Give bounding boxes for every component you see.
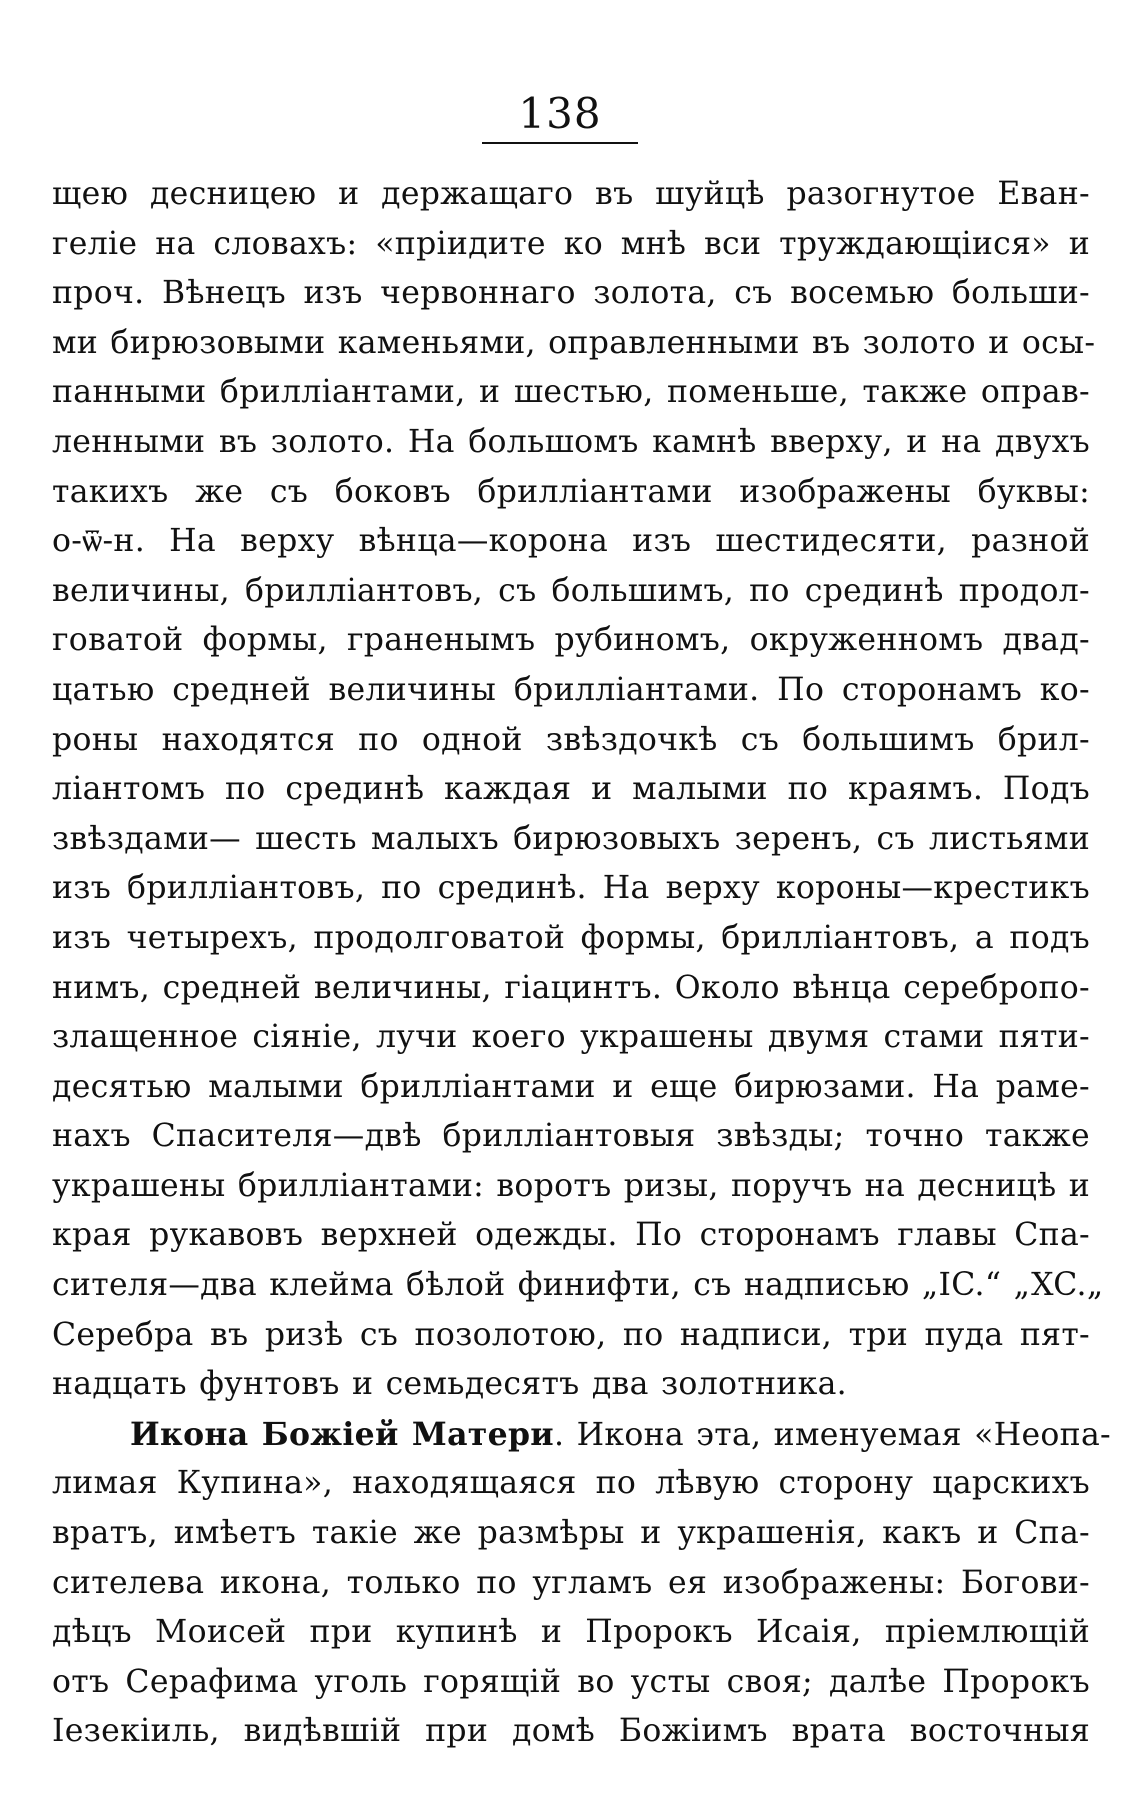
text-line: Серебра въ ризѣ съ позолотою, по надписи, три пуда пят- (52, 1316, 1090, 1353)
text-line: края рукавовъ верхней одежды. По сторонамъ главы Спа- (52, 1217, 1090, 1254)
text-line: лимая Купина», находящаяся по лѣвую сторону царскихъ (52, 1465, 1090, 1502)
text-line: цатью средней величины бриллiантами. По сторонамъ ко- (52, 671, 1090, 708)
text-line: дѣцъ Моисей при купинѣ и Пророкъ Исаія, пріемлющій (52, 1614, 1090, 1651)
text-line: изъ бриллiантовъ, по срединѣ. На верху короны—крестикъ (52, 870, 1090, 907)
text-line: надцать фунтовъ и семьдесятъ два золотника. (52, 1366, 847, 1403)
text-line: лiантомъ по срединѣ каждая и малыми по краямъ. Подъ (52, 771, 1090, 808)
page-number-container (480, 88, 640, 140)
page-number: 138 (518, 89, 602, 138)
page-number-rule (482, 142, 638, 144)
text-line (52, 1410, 1112, 1460)
text-line: ситeлева икона, только по угламъ ея изображены: Богови- (52, 1564, 1090, 1601)
text-line: украшены бриллiантами: воротъ ризы, поручъ на десницѣ и (52, 1167, 1090, 1204)
text-line: Iезекiиль, видѣвшiй при домѣ Божiимъ врата восточныя (52, 1713, 1090, 1750)
paragraph-2 (52, 1410, 1112, 1757)
text-line: отъ Серафима уголь горящій во усты своя; далѣе Пророкъ (52, 1663, 1090, 1700)
text-line: о-ѿ-н. На верху вѣнца—корона изъ шестидесяти, разной (52, 523, 1090, 560)
text-line: геліе на словахъ: «пріидите ко мнѣ вси труждающіися» и (52, 225, 1090, 262)
text-line: сителя—два клейма бѣлой финифти, съ надписью „IC.“ „XC.„ (52, 1267, 1104, 1304)
body-text (52, 170, 1112, 1757)
text-line: роны находятся по одной звѣздочкѣ съ большимъ брил- (52, 721, 1090, 758)
text-line: такихъ же съ боковъ бриллiантами изображены буквы: (52, 473, 1090, 510)
text-line: проч. Вѣнецъ изъ червоннаго золота, съ восемью больши- (52, 275, 1090, 312)
text-line: панными бриллiантами, и шестью, поменьше, также оправ- (52, 374, 1090, 411)
section-heading: Икона Божіей Матери (130, 1415, 554, 1453)
text-line: ленными въ золото. На большомъ камнѣ вверху, и на двухъ (52, 423, 1090, 460)
text-line: вратъ, имѣетъ такіе же размѣры и украшенія, какъ и Спа- (52, 1515, 1090, 1552)
text-line: десятью малыми бриллiантами и еще бирюзами. На раме- (52, 1068, 1090, 1105)
text-line: нимъ, средней величины, гіацинтъ. Около вѣнца серебропо- (52, 969, 1090, 1006)
text-line: нахъ Спасителя—двѣ бриллiантовыя звѣзды; точно также (52, 1118, 1090, 1155)
text-line: величины, бриллiантовъ, съ большимъ, по срединѣ продол- (52, 572, 1090, 609)
text-line: ми бирюзовыми каменьями, оправленными въ золото и осы- (52, 324, 1096, 361)
paragraph-1 (52, 170, 1104, 1410)
heading-line-rest: . Икона эта, именуемая «Неопа- (553, 1416, 1112, 1453)
text-line: щею десницею и держащаго въ шуйцѣ разогнутое Еван- (52, 176, 1090, 212)
text-line: звѣздами— шесть малыхъ бирюзовыхъ зеренъ, съ листьями (52, 820, 1090, 857)
text-line: злащенное сіяніе, лучи коего украшены двумя стами пяти- (52, 1019, 1090, 1056)
text-line: говатой формы, граненымъ рубиномъ, окруженномъ двад- (52, 622, 1090, 659)
text-line: изъ четырехъ, продолговатой формы, бриллiантовъ, а подъ (52, 919, 1090, 956)
